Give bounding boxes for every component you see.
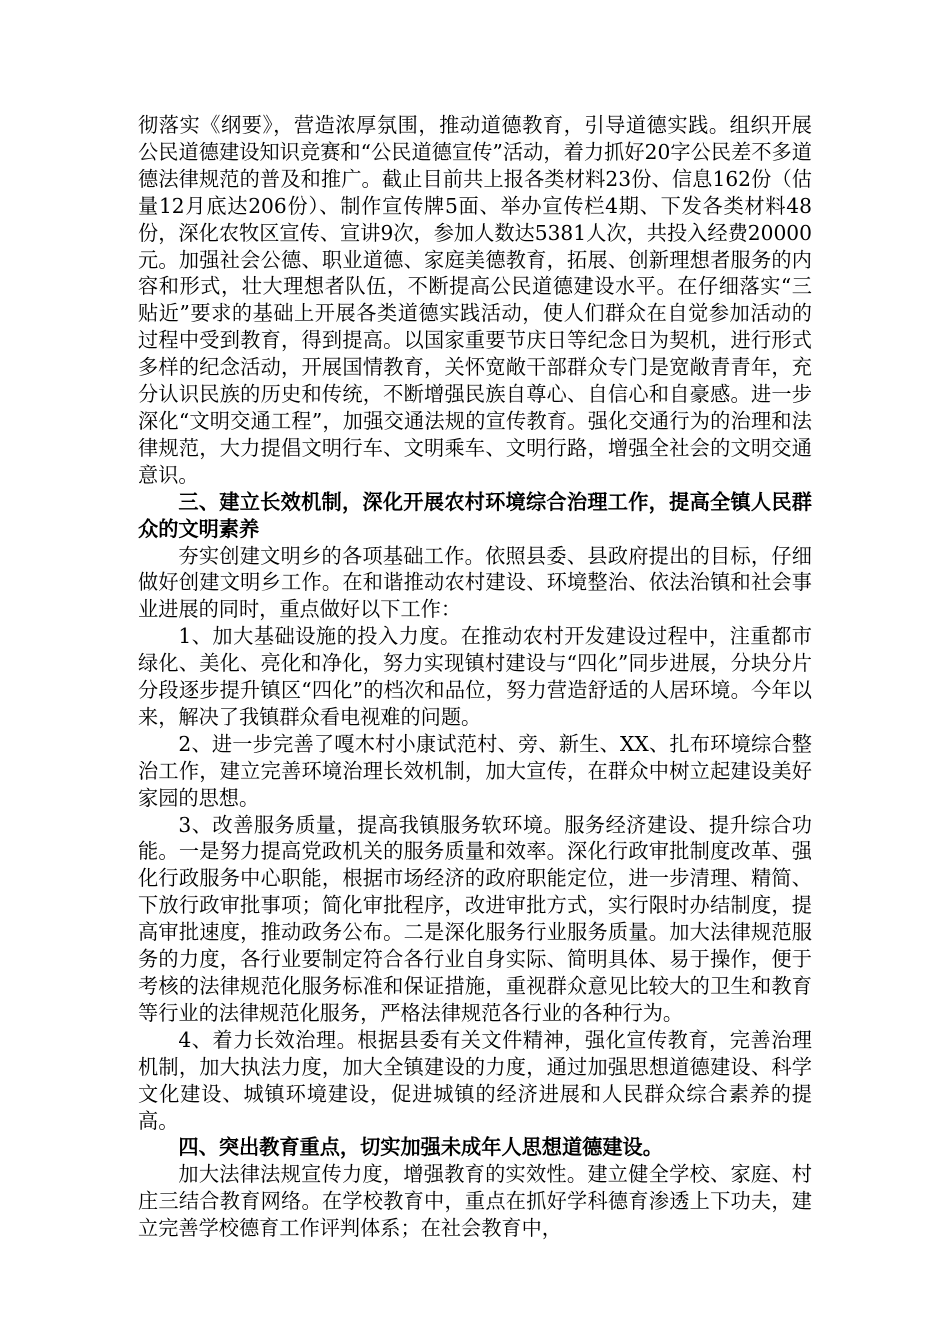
list-item-2: 2、进一步完善了嘎木村小康试范村、旁、新生、XX、扎布环境综合整治工作，建立完善环境治理长效机制，加大宣传，在群众中树立起建设美好家园的思想。: [138, 731, 812, 810]
list-item-3: 3、改善服务质量，提高我镇服务软环境。服务经济建设、提升综合功能。一是努力提高党政机关的服务质量和效率。深化行政审批制度改革、强化行政服务中心职能，根据市场经济的政府职能定位，进一步清理、精简、下放行政审批事项；简化审批程序，改进审批方式，实行限时办结制度，提高审批速度，推动政务公布。二是深化服务行业服务质量。加大法律规范服务的力度，各行业要制定符合各行业自身实际、简明具体、易于操作，便于考核的法律规范化服务标准和保证措施，重视群众意见比较大的卫生和教育等行业的法律规范化服务，严格法律规范各行业的各种行为。: [138, 812, 812, 1025]
list-item-1: 1、加大基础设施的投入力度。在推动农村开发建设过程中，注重都市绿化、美化、亮化和净化，努力实现镇村建设与“四化”同步进展，分块分片分段逐步提升镇区“四化”的档次和品位，努力营造舒适的人居环境。今年以来，解决了我镇群众看电视难的问题。: [138, 624, 812, 729]
list-item-4: 4、着力长效治理。根据县委有关文件精神，强化宣传教育，完善治理机制，加大执法力度，加大全镇建设的力度，通过加强思想道德建设、科学文化建设、城镇环境建设，促进城镇的经济进展和人民群众综合素养的提高。: [138, 1027, 812, 1133]
document-page: [138, 112, 812, 1242]
section-heading-3: 三、建立长效机制，深化开展农村环境综合治理工作，提高全镇人民群众的文明素养: [138, 489, 812, 541]
body-paragraph-3: 加大法律法规宣传力度，增强教育的实效性。建立健全学校、家庭、村庄三结合教育网络。在学校教育中，重点在抓好学科德育渗透上下功夫，建立完善学校德育工作评判体系；在社会教育中，: [138, 1162, 812, 1241]
body-paragraph-1: 彻落实《纲要》，营造浓厚氛围，推动道德教育，引导道德实践。组织开展公民道德建设知识竞赛和“公民道德宣传”活动，着力抓好20字公民差不多道德法律规范的普及和推广。截止目前共上报各类材料23份、信息162份（估量12月底达206份）、制作宣传牌5面、举办宣传栏4期、下发各类材料48份，深化农牧区宣传、宣讲9次，参加人数达5381人次，共投入经费20000元。加强社会公德、职业道德、家庭美德教育，拓展、创新理想者服务的内容和形式，壮大理想者队伍，不断提高公民道德建设水平。在仔细落实“三贴近”要求的基础上开展各类道德实践活动，使人们群众在自觉参加活动的过程中受到教育，得到提高。以国家重要节庆日等纪念日为契机，进行形式多样的纪念活动，开展国情教育，关怀宽敞干部群众专门是宽敞青青年，充分认识民族的历史和传统，不断增强民族自尊心、自信心和自豪感。进一步深化“文明交通工程”，加强交通法规的宣传教育。强化交通行为的治理和法律规范，大力提倡文明行车、文明乘车、文明行路，增强全社会的文明交通意识。: [138, 113, 812, 487]
body-paragraph-2: 夯实创建文明乡的各项基础工作。依照县委、县政府提出的目标，仔细做好创建文明乡工作。在和谐推动农村建设、环境整治、依法治镇和社会事业进展的同时，重点做好以下工作：: [138, 543, 812, 622]
section-heading-4: 四、突出教育重点，切实加强未成年人思想道德建设。: [178, 1135, 663, 1160]
